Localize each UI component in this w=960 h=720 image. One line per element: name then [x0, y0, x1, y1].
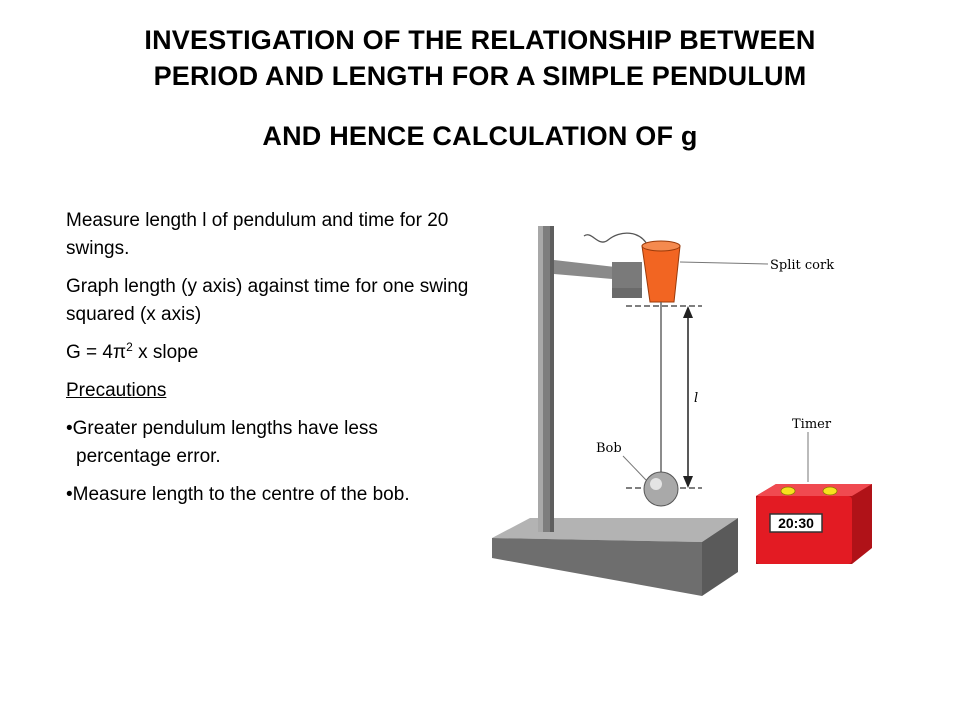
formula-exponent: 2 [126, 340, 133, 354]
precautions-heading: Precautions [66, 380, 167, 401]
formula-prefix: G = 4π [66, 342, 127, 363]
bob-pointer [623, 456, 646, 480]
loose-string [584, 233, 648, 246]
title-line-2: PERIOD AND LENGTH FOR A SIMPLE PENDULUM [153, 61, 807, 91]
pendulum-diagram [480, 200, 880, 600]
title-line-1: INVESTIGATION OF THE RELATIONSHIP BETWEEN [144, 25, 816, 55]
precaution-bullet-2: •Measure length to the centre of the bob. [66, 484, 410, 505]
timer [756, 484, 872, 564]
measure-instruction: Measure length l of pendulum and time for 20 swings. [66, 210, 449, 259]
stand-base [492, 518, 738, 596]
bob [644, 472, 678, 506]
timer-button-right [823, 487, 837, 495]
split-cork-pointer [680, 262, 768, 264]
clamp-arm [554, 260, 642, 298]
length-label: l [694, 391, 699, 406]
timer-display-text: 20:30 [778, 515, 814, 531]
bob-label: Bob [596, 441, 622, 456]
length-arrow [683, 306, 693, 488]
formula [66, 339, 486, 367]
split-cork-label: Split cork [770, 258, 835, 273]
timer-button-left [781, 487, 795, 495]
graph-instruction: Graph length (y axis) against time for one swing squared (x axis) [66, 276, 469, 325]
instructions [66, 207, 486, 519]
stand-rod [538, 226, 554, 532]
precaution-bullet-1: •Greater pendulum lengths have less percentage error. [66, 418, 378, 467]
split-cork [642, 241, 680, 302]
formula-suffix: x slope [132, 342, 199, 363]
timer-label: Timer [792, 417, 832, 432]
title-line-3: AND HENCE CALCULATION OF g [262, 121, 698, 151]
